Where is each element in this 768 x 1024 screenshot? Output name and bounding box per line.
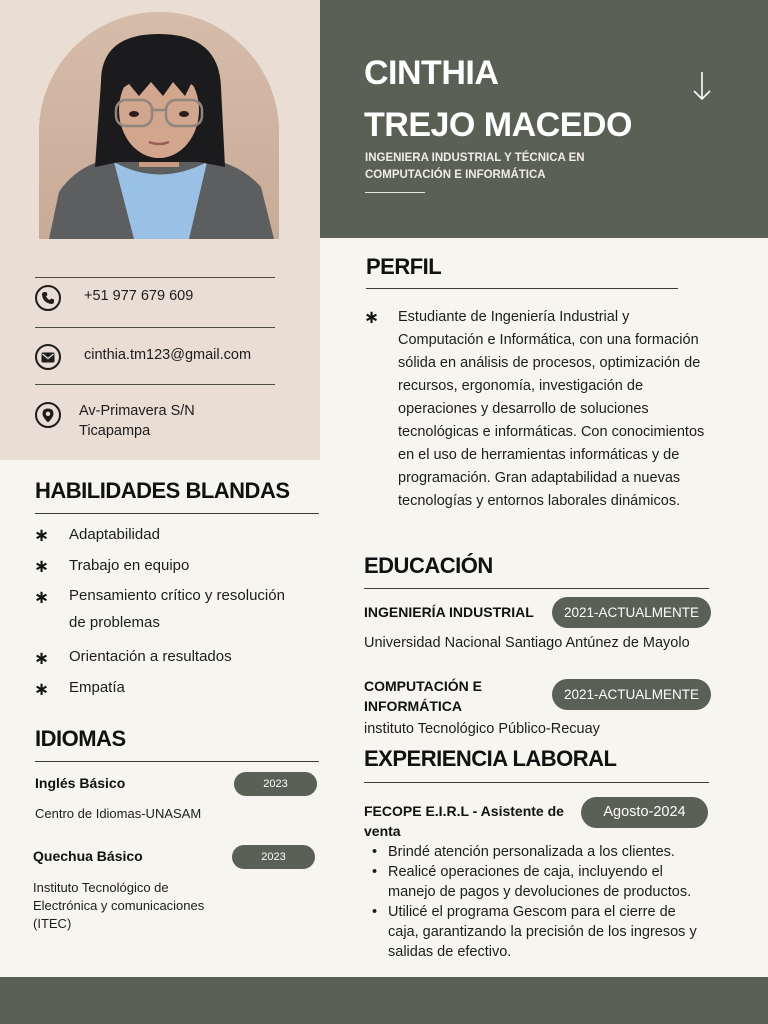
soft-skill-item: Trabajo en equipo <box>69 557 190 574</box>
institution-line: Electrónica y comunicaciones <box>33 898 205 913</box>
asterisk-icon: ∗ <box>34 648 50 669</box>
section-divider <box>364 588 709 589</box>
section-divider <box>364 782 709 783</box>
institution-line: (ITEC) <box>33 916 72 931</box>
soft-skill-item: Pensamiento crítico y resolución <box>69 587 285 604</box>
name-last: TREJO MACEDO <box>364 106 632 144</box>
location-pin-icon <box>35 402 61 428</box>
language-institution <box>33 879 204 933</box>
section-divider <box>35 761 319 762</box>
education-period-badge: 2021-ACTUALMENTE <box>552 679 711 710</box>
experience-bullets <box>368 842 708 962</box>
header-underline <box>365 192 425 193</box>
education-period-badge: 2021-ACTUALMENTE <box>552 597 711 628</box>
institution-line: Instituto Tecnológico de <box>33 880 169 895</box>
asterisk-icon: ∗ <box>34 556 50 577</box>
experience-bullet: • Realicé operaciones de caja, incluyendo el manejo de pagos y devoluciones de productos. <box>368 862 708 902</box>
profile-summary: Estudiante de Ingeniería Industrial y Computación e Informática, con una formación sólida en análisis de procesos, optimización de recursos, ergonomía, investigación de operaciones y desarrollo de soluciones tecnológicas e informáticas. Con conocimientos en el uso de herramientas informáticas y de programación. Gran adaptabilidad a nuevas tecnologías y entornos laborales dinámicos. <box>398 309 705 509</box>
degree-line: INFORMÁTICA <box>364 698 462 714</box>
language-year-badge: 2023 <box>234 772 317 796</box>
profile-title: PERFIL <box>366 254 442 279</box>
section-divider <box>35 513 319 514</box>
asterisk-icon: ∗ <box>364 307 380 328</box>
language-institution: Centro de Idiomas-UNASAM <box>35 806 202 821</box>
divider <box>35 384 275 385</box>
experience-title: EXPERIENCIA LABORAL <box>364 746 617 771</box>
soft-skills-title: HABILIDADES BLANDAS <box>35 478 290 503</box>
email-icon <box>35 344 61 370</box>
institution-name: Universidad Nacional Santiago Antúnez de Mayolo <box>364 635 690 651</box>
asterisk-icon: ∗ <box>34 679 50 700</box>
email-address[interactable]: cinthia.tm123@gmail.com <box>84 347 252 363</box>
asterisk-icon: ∗ <box>34 587 50 608</box>
language-name: Inglés Básico <box>35 775 126 791</box>
soft-skill-item-continued: de problemas <box>69 614 160 631</box>
language-year-badge: 2023 <box>232 845 315 869</box>
job-title <box>365 150 625 184</box>
experience-bullet: • Utilicé el programa Gescom para el cierre de caja, garantizando la precisión de los ingresos y salidas de efectivo. <box>368 902 708 962</box>
experience-period-badge: Agosto-2024 <box>581 797 708 828</box>
soft-skill-item: Adaptabilidad <box>69 526 160 543</box>
profile-photo <box>39 12 279 239</box>
job-role-line: FECOPE E.I.R.L - Asistente de <box>364 803 564 819</box>
footer-bar <box>0 977 768 1024</box>
phone-number[interactable]: +51 977 679 609 <box>84 288 194 304</box>
experience-bullet: • Brindé atención personalizada a los clientes. <box>368 842 708 862</box>
divider <box>35 277 275 278</box>
language-name: Quechua Básico <box>33 848 143 864</box>
job-title-line: COMPUTACIÓN E INFORMÁTICA <box>365 169 546 181</box>
divider <box>35 327 275 328</box>
degree-name: INGENIERÍA INDUSTRIAL <box>364 604 534 620</box>
institution-name: instituto Tecnológico Público-Recuay <box>364 721 600 737</box>
soft-skill-item: Empatía <box>69 679 125 696</box>
job-role-line: venta <box>364 823 401 839</box>
asterisk-icon: ∗ <box>34 525 50 546</box>
degree-name <box>364 676 482 716</box>
job-role <box>364 801 564 841</box>
address-line: Ticapampa <box>79 423 151 439</box>
job-title-line: INGENIERA INDUSTRIAL Y TÉCNICA EN <box>365 152 585 164</box>
arrow-down-icon <box>690 70 714 102</box>
address <box>79 401 195 441</box>
degree-line: COMPUTACIÓN E <box>364 678 482 694</box>
section-divider <box>366 288 678 289</box>
soft-skill-item: Orientación a resultados <box>69 648 232 665</box>
name-first: CINTHIA <box>364 54 499 92</box>
address-line: Av-Primavera S/N <box>79 403 195 419</box>
phone-icon <box>35 285 61 311</box>
education-title: EDUCACIÓN <box>364 553 493 578</box>
languages-title: IDIOMAS <box>35 726 126 751</box>
